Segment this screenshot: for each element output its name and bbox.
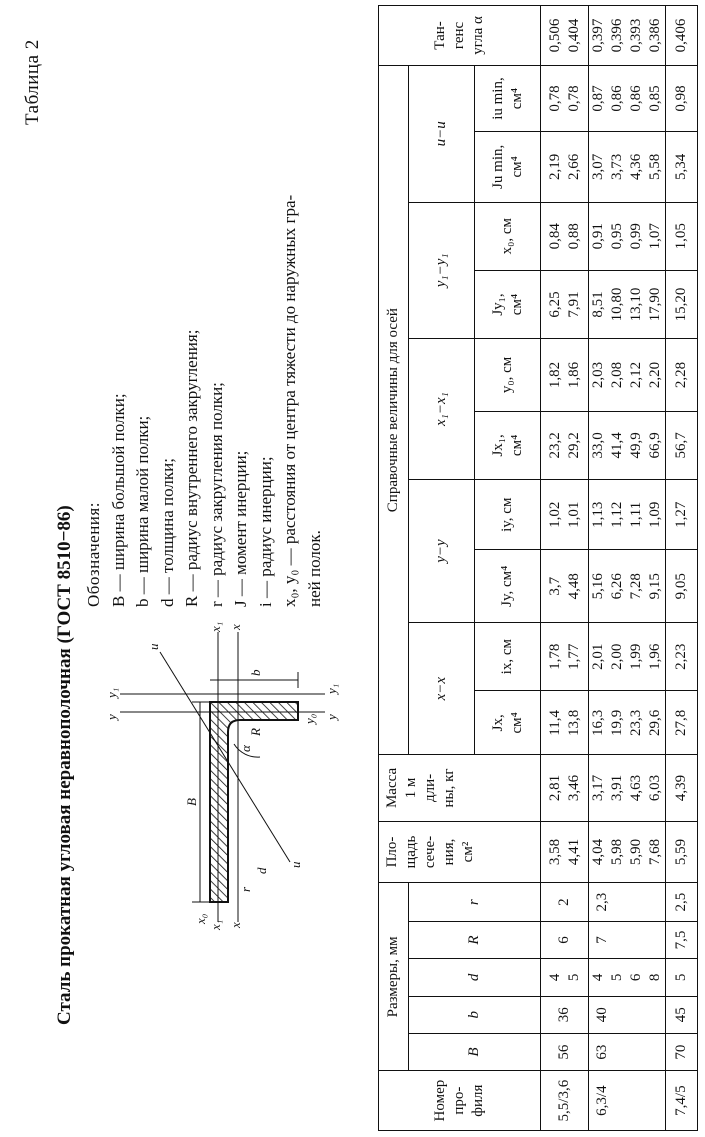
cell-r: 2,5 [666, 883, 698, 921]
legend-item: r — радиус закругления полки; [206, 382, 226, 607]
cell-iu: 0,78 0,78 [541, 65, 589, 131]
cell-B: 56 [541, 1033, 589, 1070]
cell-Jx1: 23,2 29,2 [541, 411, 589, 479]
table-caption: Таблица 2 [22, 39, 43, 125]
legend-item: i — радиус инерции; [255, 456, 275, 607]
cell-ix: 2,23 [666, 623, 698, 691]
cell-y0: 1,82 1,86 [541, 339, 589, 412]
header-B: B [409, 1033, 541, 1070]
cell-d: 4 5 6 8 [589, 959, 666, 996]
cell-ix: 1,78 1,77 [541, 623, 589, 691]
dim-x0-label: x₀ [193, 913, 208, 924]
axis-x-label: x [228, 922, 243, 928]
header-axis-x: x−x [409, 623, 475, 755]
cell-Ju: 5,34 [666, 132, 698, 202]
radius-r-label: r [238, 886, 253, 892]
table-row [589, 6, 666, 1131]
table-row [666, 6, 698, 1131]
cell-r: 2,3 [589, 883, 666, 921]
header-profile: Номер про- филя [379, 1071, 541, 1131]
legend-item: b — ширина малой полки; [133, 415, 152, 607]
header-R: R [409, 921, 541, 958]
cell-iu: 0,98 [666, 65, 698, 131]
axis-y-label: y [324, 714, 339, 720]
angle-section-diagram [100, 612, 340, 932]
header-Jx: Jx, см⁴ [475, 691, 541, 755]
cell-b: 40 [589, 996, 666, 1033]
cell-mass: 2,81 3,46 [541, 755, 589, 821]
dimension-B-label: B [184, 798, 199, 806]
legend-item: J — момент инерции; [231, 450, 250, 607]
cell-area: 4,04 5,98 5,90 7,68 [589, 821, 666, 883]
cell-profile: 7,4/5 [666, 1071, 698, 1131]
radius-R-label: R [248, 728, 263, 736]
cell-area: 5,59 [666, 821, 698, 883]
header-d: d [409, 959, 541, 996]
cell-iy: 1,27 [666, 480, 698, 550]
cell-B: 63 [589, 1033, 666, 1070]
header-y0: y₀, см [475, 339, 541, 412]
header-axis-x1: x₁−x₁ [409, 339, 475, 480]
cell-x0: 0,91 0,95 0,99 1,07 [589, 202, 666, 270]
header-b: b [409, 996, 541, 1033]
axis-x-label: x [228, 624, 243, 630]
cell-profile: 6,3/4 [589, 1071, 666, 1131]
cell-mass: 4,39 [666, 755, 698, 821]
cell-R: 7 [589, 921, 666, 958]
steel-spec-table [378, 5, 698, 1131]
cell-area: 3,58 4,41 [541, 821, 589, 883]
axis-u-label: u [288, 861, 303, 868]
legend-item: R — радиус внутреннего закругления; [182, 329, 201, 607]
axis-y1-label: y₁ [324, 683, 339, 694]
cell-R: 7,5 [666, 921, 698, 958]
cell-Jx: 11,4 13,8 [541, 691, 589, 755]
angle-alpha-label: α [238, 745, 253, 752]
cell-tan: 0,397 0,396 0,393 0,386 [589, 6, 666, 66]
header-reference-values: Справочные величины для осей [379, 65, 409, 754]
header-axis-u: u−u [409, 65, 475, 202]
axis-y-label: y [104, 714, 119, 720]
axis-x1-label: x₁ [208, 919, 223, 930]
cell-d: 5 [666, 959, 698, 996]
header-iy: iy, см [475, 480, 541, 550]
cell-Jx1: 56,7 [666, 411, 698, 479]
dim-y0-label: y₀ [302, 713, 317, 724]
cell-tan: 0,406 [666, 6, 698, 66]
header-mass: Масса 1 м дли- ны, кг [379, 755, 541, 821]
legend-item: ней полок. [304, 530, 324, 607]
legend-item: B — ширина большой полки; [108, 393, 128, 607]
header-Jx1: Jx₁, см⁴ [475, 411, 541, 479]
cell-iy: 1,13 1,12 1,11 1,09 [589, 480, 666, 550]
cell-r: 2 [541, 883, 589, 921]
header-ix: ix, см [475, 623, 541, 691]
header-iu: iu min, см⁴ [475, 65, 541, 131]
cell-Jx: 16,3 19,9 23,3 29,6 [589, 691, 666, 755]
cell-b: 36 [541, 996, 589, 1033]
legend-item: x₀, y₀ — расстояния от центра тяжести до наружных гра- [280, 194, 299, 607]
header-area: Пло- щадь сече- ния, см² [379, 821, 541, 883]
header-Ju: Ju min, см⁴ [475, 132, 541, 202]
cell-x0: 1,05 [666, 202, 698, 270]
header-tangent: Тан- генс угла α [379, 6, 541, 66]
cell-Jy: 3,7 4,48 [541, 550, 589, 623]
header-r: r [409, 883, 541, 921]
header-Jy1: Jy₁, см⁴ [475, 270, 541, 338]
header-Jy: Jy, см⁴ [475, 550, 541, 623]
thickness-d-label: d [254, 867, 269, 874]
cell-Ju: 2,19 2,66 [541, 132, 589, 202]
cell-profile: 5,5/3,6 [541, 1071, 589, 1131]
cell-d: 4 5 [541, 959, 589, 996]
table-row [541, 6, 589, 1131]
axis-y1-label: y₁ [104, 687, 119, 698]
cell-Jy1: 8,51 10,80 13,10 17,90 [589, 270, 666, 338]
cell-Jy1: 6,25 7,91 [541, 270, 589, 338]
cell-y0: 2,03 2,08 2,12 2,20 [589, 339, 666, 412]
cell-x0: 0,84 0,88 [541, 202, 589, 270]
legend [82, 195, 327, 607]
cell-iy: 1,02 1,01 [541, 480, 589, 550]
cell-tan: 0,506 0,404 [541, 6, 589, 66]
cell-Jy: 5,16 6,26 7,28 9,15 [589, 550, 666, 623]
cell-ix: 2,01 2,00 1,99 1,96 [589, 623, 666, 691]
header-dimensions: Размеры, мм [379, 883, 409, 1071]
cell-iu: 0,87 0,86 0,86 0,85 [589, 65, 666, 131]
cell-Jx: 27,8 [666, 691, 698, 755]
header-axis-y1: y₁−y₁ [409, 202, 475, 339]
cell-R: 6 [541, 921, 589, 958]
cell-Ju: 3,07 3,73 4,36 5,58 [589, 132, 666, 202]
cell-mass: 3,17 3,91 4,63 6,03 [589, 755, 666, 821]
cell-B: 70 [666, 1033, 698, 1070]
cell-Jx1: 33,0 41,4 49,9 66,9 [589, 411, 666, 479]
dimension-b-label: b [248, 669, 263, 676]
header-x0: x₀, см [475, 202, 541, 270]
cell-Jy: 9,05 [666, 550, 698, 623]
legend-item: d — толщина полки; [157, 458, 177, 607]
document-title: Сталь прокатная угловая неравнополочная (ГОСТ 8510−86) [54, 505, 75, 1025]
cell-y0: 2,28 [666, 339, 698, 412]
cell-Jy1: 15,20 [666, 270, 698, 338]
cell-b: 45 [666, 996, 698, 1033]
axis-x1-label: x₁ [208, 621, 223, 632]
axis-u-label: u [146, 643, 161, 650]
legend-heading: Обозначения: [84, 502, 103, 607]
header-axis-y: y−y [409, 480, 475, 623]
